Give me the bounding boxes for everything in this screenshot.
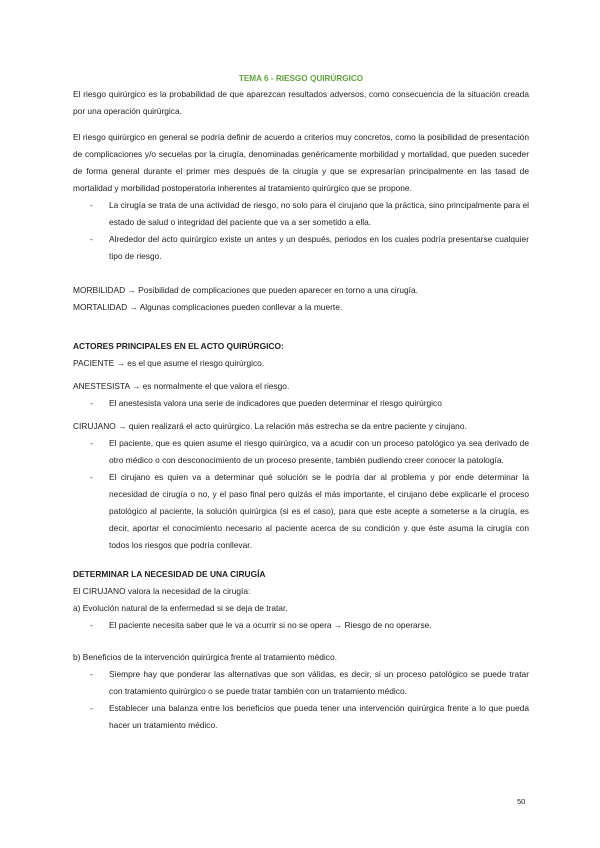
page-number: 50 [517,797,526,806]
dash-marker: - [90,234,93,244]
necesidad-b-label: b) Beneficios de la intervención quirúrgica frente al tratamiento médico. [73,652,337,662]
dash-marker: - [90,703,93,713]
necesidad-a-label: a) Evolución natural de la enfermedad si se deja de tratar. [73,603,288,613]
document-page [73,72,529,734]
anestesista-bullet-list [73,395,529,412]
dash-marker: - [90,200,93,210]
section-heading-necesidad: DETERMINAR LA NECESIDAD DE UNA CIRUGÍA [73,569,266,579]
section-heading-actores: ACTORES PRINCIPALES EN EL ACTO QUIRÚRGICO: [73,341,284,351]
definition-morbilidad: MORBILIDAD → Posibilidad de complicaciones que pueden aparecer en torno a una cirugía. [73,285,418,295]
dash-marker: - [90,669,93,679]
necesidad-intro: El CIRUJANO valora la necesidad de la cirugía: [73,586,251,596]
actor-anestesista: ANESTESISTA → es normalmente el que valora el riesgo. [73,381,290,391]
list-item: - El anestesista valora una serie de indicadores que pueden determinar el riesgo quirúrgico [73,395,529,412]
intro-bullet-list [73,197,529,265]
dash-marker: - [90,472,93,482]
intro-paragraph-2: El riesgo quirúrgico en general se podría definir de acuerdo a criterios muy concretos, como la posibilidad de presentación de complicaciones y/o secuelas por la cirugía, denominadas genéricamente morbilidad y mortalidad, que pueden suceder de forma general durante el primer mes después de la cirugía y que se expresarían principalmente en las tasad de mortalidad y morbilidad postoperatoria inherentes al tratamiento quirúrgico que se propone. [73,132,529,193]
cirujano-bullet-list [73,435,529,554]
actor-cirujano: CIRUJANO → quien realizará el acto quirúrgico. La relación más estrecha se da entre paciente y cirujano. [73,421,467,431]
list-item: - Alrededor del acto quirúrgico existe un antes y un después, periodos en los cuales podría presentarse cualquier tipo de riesgo. [73,231,529,265]
list-item: - El paciente, que es quien asume el riesgo quirúrgico, va a acudir con un proceso patológico ya sea derivado de otro médico o con desconocimiento de un proceso presente, también pudiendo creer conocer la patología. [73,435,529,469]
necesidad-b-bullet-list [73,666,529,734]
intro-paragraph-1: El riesgo quirúrgico es la probabilidad de que aparezcan resultados adversos, como consecuencia de la situación creada por una operación quirúrgica. [73,89,529,116]
list-item: - Establecer una balanza entre los beneficios que pueda tener una intervención quirúrgica frente a lo que pueda hacer un tratamiento médico. [73,700,529,734]
dash-marker: - [90,438,93,448]
necesidad-a-bullet-list [73,617,529,634]
list-item: - La cirugía se trata de una actividad de riesgo, no solo para el cirujano que la práctica, sino principalmente para el estado de salud o integridad del paciente que va a ser sometido a ella. [73,197,529,231]
dash-marker: - [90,620,93,630]
definition-mortalidad: MORTALIDAD → Algunas complicaciones pueden conllevar a la muerte. [73,302,343,312]
list-item: - El cirujano es quien va a determinar qué solución se le podría dar al problema y por ende determinar la necesidad de cirugía o no, y el paso final pero quizás el más importante, el cirujano debe explicarle el proceso patológico al paciente, la solución quirúrgica (si es el caso), para que este acepte a someterse a la cirugía, es decir, aportar el conocimiento necesario al paciente acerca de su condición y que éste asuma la cirugía con todos los riesgos que podría conllevar. [73,469,529,554]
page-title: TEMA 6 - RIESGO QUIRÚRGICO [238,74,364,83]
actor-paciente: PACIENTE → es el que asume el riesgo quirúrgico. [73,358,265,368]
dash-marker: - [90,398,93,408]
list-item: - Siempre hay que ponderar las alternativas que son válidas, es decir, si un proceso patológico se puede tratar con tratamiento quirúrgico o se puede tratar también con un tratamiento médico. [73,666,529,700]
list-item: - El paciente necesita saber que le va a ocurrir si no se opera → Riesgo de no operarse. [73,617,529,634]
